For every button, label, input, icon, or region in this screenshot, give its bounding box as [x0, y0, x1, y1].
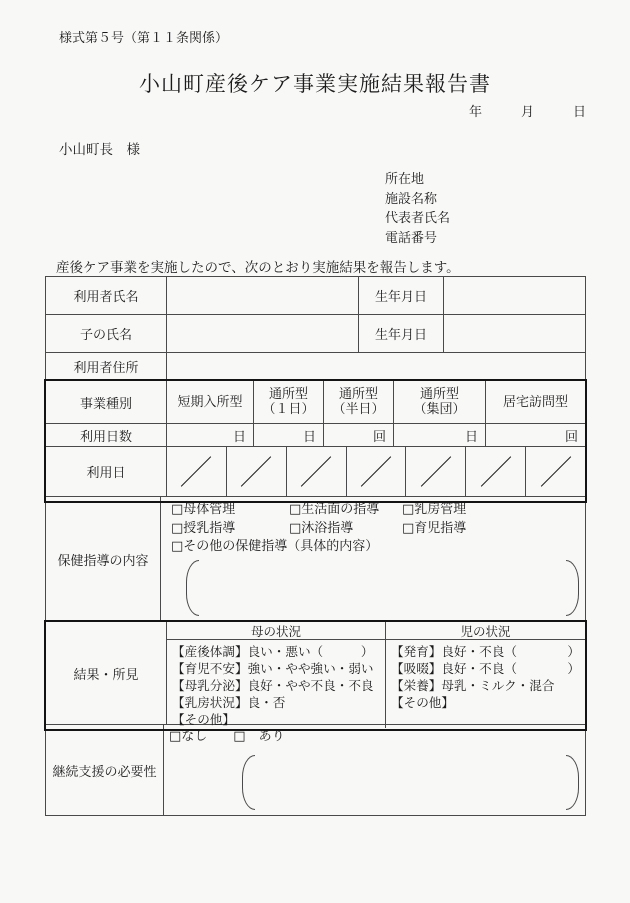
mother-lactation: 【母乳分泌】良好・やや不良・不良	[172, 678, 374, 693]
form-number: 様式第５号（第１１条関係）	[59, 31, 229, 46]
mother-other: 【その他】	[172, 712, 235, 727]
usage-days-unit-cell: 回	[486, 424, 585, 447]
mother-status-header: 母の状況	[167, 622, 386, 640]
results-content-cell	[167, 622, 585, 725]
usage-days-unit-cell: 日	[394, 424, 486, 447]
diagonal-slash	[421, 456, 451, 486]
user-name-label: 利用者氏名	[46, 277, 167, 315]
child-dob-value-cell	[444, 315, 585, 353]
business-type-home-visit	[486, 381, 585, 424]
sender-address-label: 所在地	[385, 172, 425, 187]
addressee: 小山町長 様	[59, 142, 140, 158]
open-paren-shape	[242, 755, 255, 810]
close-paren-shape	[566, 755, 579, 810]
user-name-row	[46, 277, 585, 315]
usage-date-row	[46, 447, 585, 497]
usage-date-cell	[466, 447, 526, 497]
open-paren-shape	[186, 560, 199, 616]
business-type-text: 短期入所型	[177, 394, 243, 410]
results-label: 結果・所見	[46, 622, 167, 725]
mother-status-column	[167, 640, 386, 728]
business-type-text: （集団）	[413, 402, 466, 417]
usage-date-cell	[406, 447, 466, 497]
user-dob-value-cell	[444, 277, 585, 315]
usage-days-row	[46, 424, 585, 447]
results-body	[167, 640, 585, 728]
child-nutrition: 【栄養】母乳・ミルク・混合	[391, 678, 555, 693]
child-name-row	[46, 315, 585, 353]
business-type-day-group	[394, 381, 486, 424]
user-address-row	[46, 353, 585, 381]
guidance-row	[46, 497, 585, 622]
support-label: 継続支援の必要性	[46, 725, 164, 815]
sender-block	[385, 170, 450, 248]
usage-date-label: 利用日	[46, 447, 167, 497]
child-name-label: 子の氏名	[46, 315, 167, 353]
sender-facility-label: 施設名称	[385, 191, 438, 207]
usage-days-unit-cell: 日	[254, 424, 324, 447]
user-address-label: 利用者住所	[46, 353, 167, 381]
intro-sentence: 産後ケア事業を実施したので、次のとおり実施結果を報告します。	[56, 260, 460, 276]
user-name-value-cell	[167, 277, 359, 315]
business-type-short-stay	[167, 381, 254, 424]
business-type-label: 事業種別	[46, 381, 167, 424]
business-type-text: （１日）	[262, 402, 315, 417]
support-content-cell	[164, 725, 585, 815]
sender-phone-label: 電話番号	[385, 230, 438, 246]
child-sucking: 【吸啜】良好・不良（ ）	[391, 661, 580, 676]
usage-days-unit-cell: 日	[167, 424, 254, 447]
report-form-table	[45, 276, 586, 816]
child-status-header: 児の状況	[386, 622, 585, 640]
guidance-detail-area	[186, 560, 579, 616]
diagonal-slash	[481, 456, 511, 486]
user-address-value-cell	[167, 353, 585, 381]
diagonal-slash	[540, 456, 570, 486]
business-type-text: 通所型	[419, 387, 459, 402]
usage-days-label: 利用日数	[46, 424, 167, 447]
support-options: □なし □ あり	[169, 729, 285, 744]
checkbox-maternal-care: □母体管理	[171, 502, 236, 517]
usage-date-cell	[287, 447, 347, 497]
child-dob-label: 生年月日	[359, 315, 444, 353]
guidance-label: 保健指導の内容	[46, 497, 161, 622]
support-detail-area	[242, 755, 579, 810]
diagonal-slash	[361, 456, 391, 486]
child-status-column	[386, 640, 585, 728]
user-dob-label: 生年月日	[359, 277, 444, 315]
checkbox-breast-care: □乳房管理	[402, 502, 467, 517]
results-subheader-row	[167, 622, 585, 640]
child-growth: 【発育】良好・不良（ ）	[391, 644, 580, 659]
results-row	[46, 622, 585, 725]
diagonal-slash	[241, 456, 271, 486]
checkbox-lifestyle-guidance: □生活面の指導	[289, 502, 380, 517]
guidance-checkbox-line	[171, 538, 579, 557]
sender-representative-label: 代表者氏名	[385, 211, 451, 226]
checkbox-breastfeeding-guidance: □授乳指導	[171, 520, 236, 536]
close-paren-shape	[566, 560, 579, 616]
business-type-day-half	[324, 381, 394, 424]
business-type-text: 通所型	[338, 387, 378, 402]
support-row	[46, 725, 585, 815]
business-type-row	[46, 381, 585, 424]
business-type-text: 居宅訪問型	[502, 394, 568, 410]
date-line: 年 月 日	[468, 105, 586, 120]
diagonal-slash	[301, 456, 331, 486]
business-type-text: 通所型	[268, 387, 308, 402]
guidance-content-cell	[161, 497, 585, 622]
mother-postpartum-condition: 【産後体調】良い・悪い（ ）	[172, 644, 374, 659]
usage-date-cell	[347, 447, 407, 497]
page-title: 小山町産後ケア事業実施結果報告書	[139, 72, 491, 96]
child-name-value-cell	[167, 315, 359, 353]
business-type-text: （半日）	[332, 402, 385, 417]
checkbox-other-guidance: □その他の保健指導（具体的内容）	[171, 539, 379, 554]
guidance-checkbox-line	[171, 520, 579, 539]
mother-breast-condition: 【乳房状況】良・否	[172, 695, 286, 710]
usage-days-unit-cell: 回	[324, 424, 394, 447]
guidance-checkbox-line	[171, 501, 579, 520]
usage-date-cell	[227, 447, 287, 497]
diagonal-slash	[181, 456, 211, 486]
usage-date-cell	[167, 447, 227, 497]
mother-childcare-anxiety: 【育児不安】強い・やや強い・弱い	[172, 661, 374, 676]
business-type-day-full	[254, 381, 324, 424]
checkbox-childcare-guidance: □育児指導	[402, 520, 467, 536]
usage-date-cell	[526, 447, 585, 497]
checkbox-bathing-guidance: □沐浴指導	[289, 520, 354, 536]
child-other: 【その他】	[391, 695, 454, 710]
